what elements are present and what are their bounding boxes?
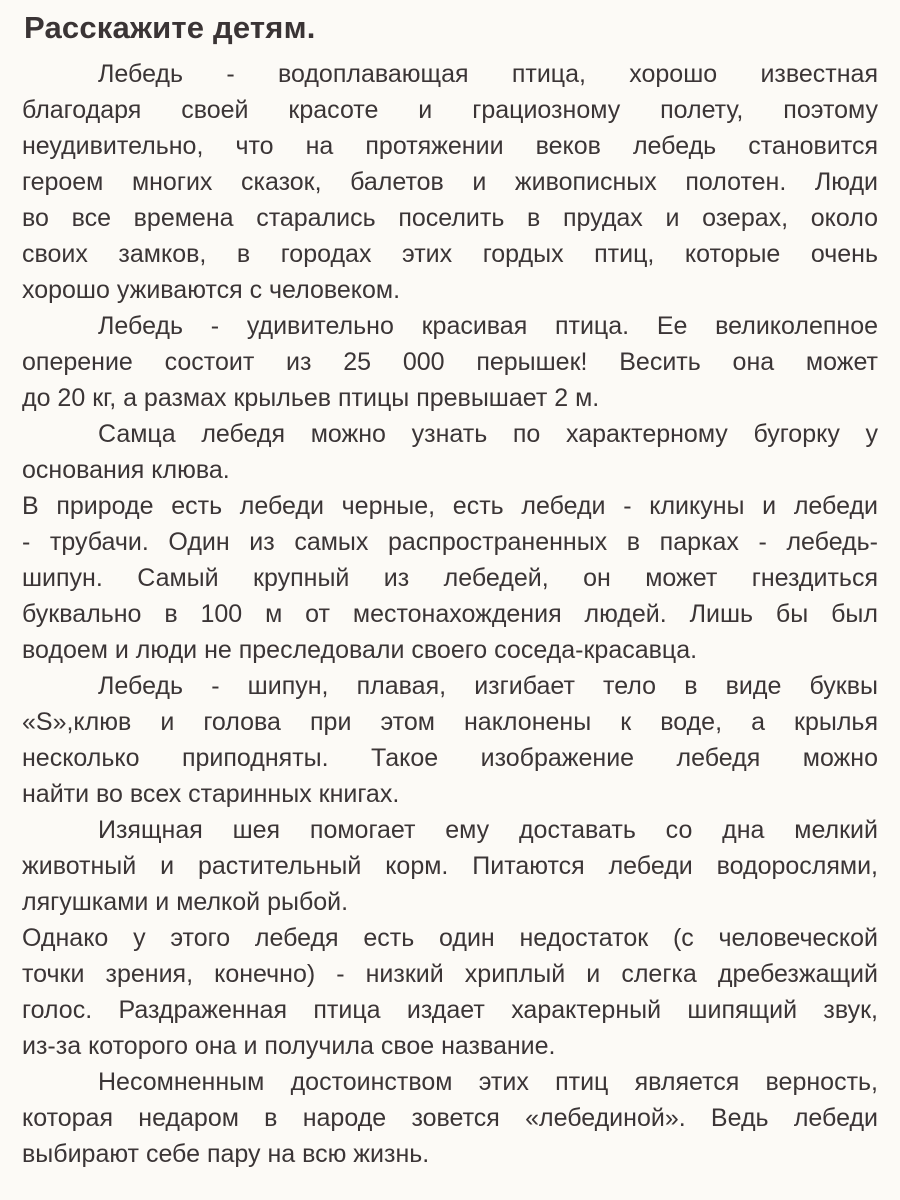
- text-line: буквально в 100 м от местонахождения людей. Лишь бы был: [22, 600, 878, 628]
- text-line: животный и растительный корм. Питаются лебеди водорослями,: [22, 852, 878, 880]
- paragraph: [22, 812, 878, 920]
- text-line: найти во всех старинных книгах.: [22, 780, 400, 808]
- paragraph: [22, 308, 878, 416]
- text-line: водоем и люди не преследовали своего соседа-красавца.: [22, 636, 698, 664]
- text-line: до 20 кг, а размах крыльев птицы превышает 2 м.: [22, 384, 600, 412]
- text-line: «S»,клюв и голова при этом наклонены к воде, а крылья: [22, 708, 878, 736]
- text-line: Лебедь - водоплавающая птица, хорошо известная: [98, 60, 878, 88]
- paragraph: [22, 1064, 878, 1172]
- paragraph: [22, 416, 878, 488]
- paragraph: [22, 488, 878, 668]
- text-line: из-за которого она и получила свое название.: [22, 1032, 556, 1060]
- text-line: своих замков, в городах этих гордых птиц, которые очень: [22, 240, 878, 268]
- text-line: несколько приподняты. Такое изображение лебедя можно: [22, 744, 878, 772]
- text-line: Несомненным достоинством этих птиц является верность,: [98, 1068, 878, 1096]
- paragraph: [22, 920, 878, 1064]
- text-line: хорошо уживаются с человеком.: [22, 276, 401, 304]
- paragraph: [22, 668, 878, 812]
- text-line: выбирают себе пару на всю жизнь.: [22, 1140, 430, 1168]
- text-line: во все времена старались поселить в прудах и озерах, около: [22, 204, 878, 232]
- text-line: Самца лебедя можно узнать по характерному бугорку у: [98, 420, 878, 448]
- text-line: лягушками и мелкой рыбой.: [22, 888, 349, 916]
- text-line: Лебедь - удивительно красивая птица. Ее великолепное: [98, 312, 878, 340]
- page-title: Расскажите детям.: [24, 10, 316, 45]
- text-line: неудивительно, что на протяжении веков лебедь становится: [22, 132, 878, 160]
- text-line: голос. Раздраженная птица издает характерный шипящий звук,: [22, 996, 878, 1024]
- text-line: шипун. Самый крупный из лебедей, он может гнездиться: [22, 564, 878, 592]
- text-line: В природе есть лебеди черные, есть лебеди - кликуны и лебеди: [22, 492, 878, 520]
- text-line: Однако у этого лебедя есть один недостаток (с человеческой: [22, 924, 878, 952]
- text-line: Изящная шея помогает ему доставать со дна мелкий: [98, 816, 878, 844]
- text-line: Лебедь - шипун, плавая, изгибает тело в виде буквы: [98, 672, 878, 700]
- text-line: которая недаром в народе зовется «лебединой». Ведь лебеди: [22, 1104, 878, 1132]
- text-line: - трубачи. Один из самых распространенных в парках - лебедь-: [22, 528, 878, 556]
- text-line: героем многих сказок, балетов и живописных полотен. Люди: [22, 168, 878, 196]
- text-line: благодаря своей красоте и грациозному полету, поэтому: [22, 96, 878, 124]
- paragraph: [22, 56, 878, 308]
- text-line: оперение состоит из 25 000 перышек! Весить она может: [22, 348, 878, 376]
- document-body: [22, 56, 878, 1172]
- text-line: основания клюва.: [22, 456, 230, 484]
- text-line: точки зрения, конечно) - низкий хриплый и слегка дребезжащий: [22, 960, 878, 988]
